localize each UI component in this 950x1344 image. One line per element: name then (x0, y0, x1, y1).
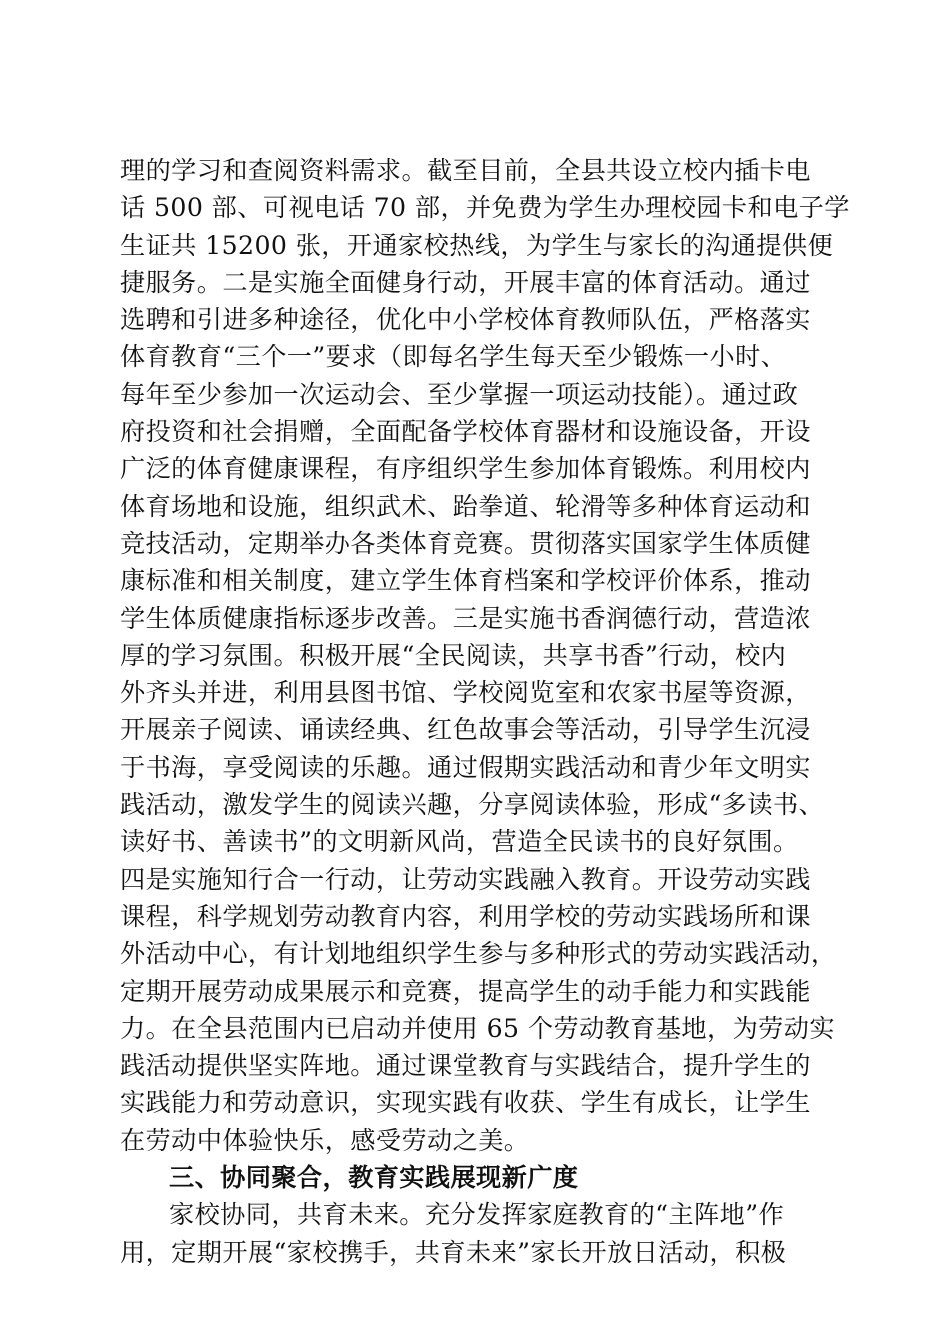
text-line: 外活动中心，有计划地组织学生参与多种形式的劳动实践活动， (120, 939, 837, 969)
text-line: 竞技活动，定期举办各类体育竞赛。贯彻落实国家学生体质健 (120, 528, 811, 558)
text-line: 定期开展劳动成果展示和竞赛，提高学生的动手能力和实践能 (120, 976, 811, 1006)
text-line: 开展亲子阅读、诵读经典、红色故事会等活动，引导学生沉浸 (120, 715, 811, 745)
text-line: 学生体质健康指标逐步改善。三是实施书香润德行动，营造浓 (120, 603, 811, 633)
document-body (120, 152, 850, 1271)
text-line: 体育教育“三个一”要求（即每名学生每天至少锻炼一小时、 (120, 342, 787, 372)
text-line: 广泛的体育健康课程，有序组织学生参加体育锻炼。利用校内 (120, 454, 811, 484)
text-line: 生证共 15200 张，开通家校热线，为学生与家长的沟通提供便 (120, 230, 834, 260)
text-line: 践活动提供坚实阵地。通过课堂教育与实践结合，提升学生的 (120, 1051, 811, 1081)
text-line: 理的学习和查阅资料需求。截至目前，全县共设立校内插卡电 (120, 156, 811, 185)
text-line: 践活动，激发学生的阅读兴趣，分享阅读体验，形成“多读书、 (120, 790, 825, 820)
text-line: 厚的学习氛围。积极开展“全民阅读，共享书香”行动，校内 (120, 640, 787, 670)
text-line: 力。在全县范围内已启动并使用 65 个劳动教育基地，为劳动实 (120, 1013, 835, 1043)
text-line: 读好书、善读书”的文明新风尚，营造全民读书的良好氛围。 (120, 827, 799, 857)
text-line: 体育场地和设施，组织武术、跆拳道、轮滑等多种体育运动和 (120, 491, 811, 521)
text-line: 捷服务。二是实施全面健身行动，开展丰富的体育活动。通过 (120, 267, 811, 297)
text-line: 四是实施知行合一行动，让劳动实践融入教育。开设劳动实践 (120, 864, 811, 894)
text-line: 用，定期开展“家校携手，共育未来”家长开放日活动，积极 (120, 1237, 787, 1267)
text-line: 实践能力和劳动意识，实现实践有收获、学生有成长，让学生 (120, 1088, 811, 1118)
text-line: 家校协同，共育未来。充分发挥家庭教育的“主阵地”作 (169, 1200, 785, 1230)
text-line: 在劳动中体验快乐，感受劳动之美。 (120, 1125, 530, 1155)
text-line: 话 500 部、可视电话 70 部，并免费为学生办理校园卡和电子学 (120, 193, 850, 223)
text-line: 于书海，享受阅读的乐趣。通过假期实践活动和青少年文明实 (120, 752, 811, 782)
text-line: 每年至少参加一次运动会、至少掌握一项运动技能）。通过政 (120, 379, 799, 409)
text-line: 课程，科学规划劳动教育内容，利用学校的劳动实践场所和课 (120, 901, 811, 931)
text-line: 选聘和引进多种途径，优化中小学校体育教师队伍，严格落实 (120, 305, 811, 335)
text-line: 外齐头并进，利用县图书馆、学校阅览室和农家书屋等资源， (120, 678, 811, 708)
text-line: 府投资和社会捐赠，全面配备学校体育器材和设施设备，开设 (120, 417, 811, 447)
text-line: 康标准和相关制度，建立学生体育档案和学校评价体系，推动 (120, 566, 811, 596)
section-heading: 三、协同聚合，教育实践展现新广度 (169, 1163, 579, 1193)
